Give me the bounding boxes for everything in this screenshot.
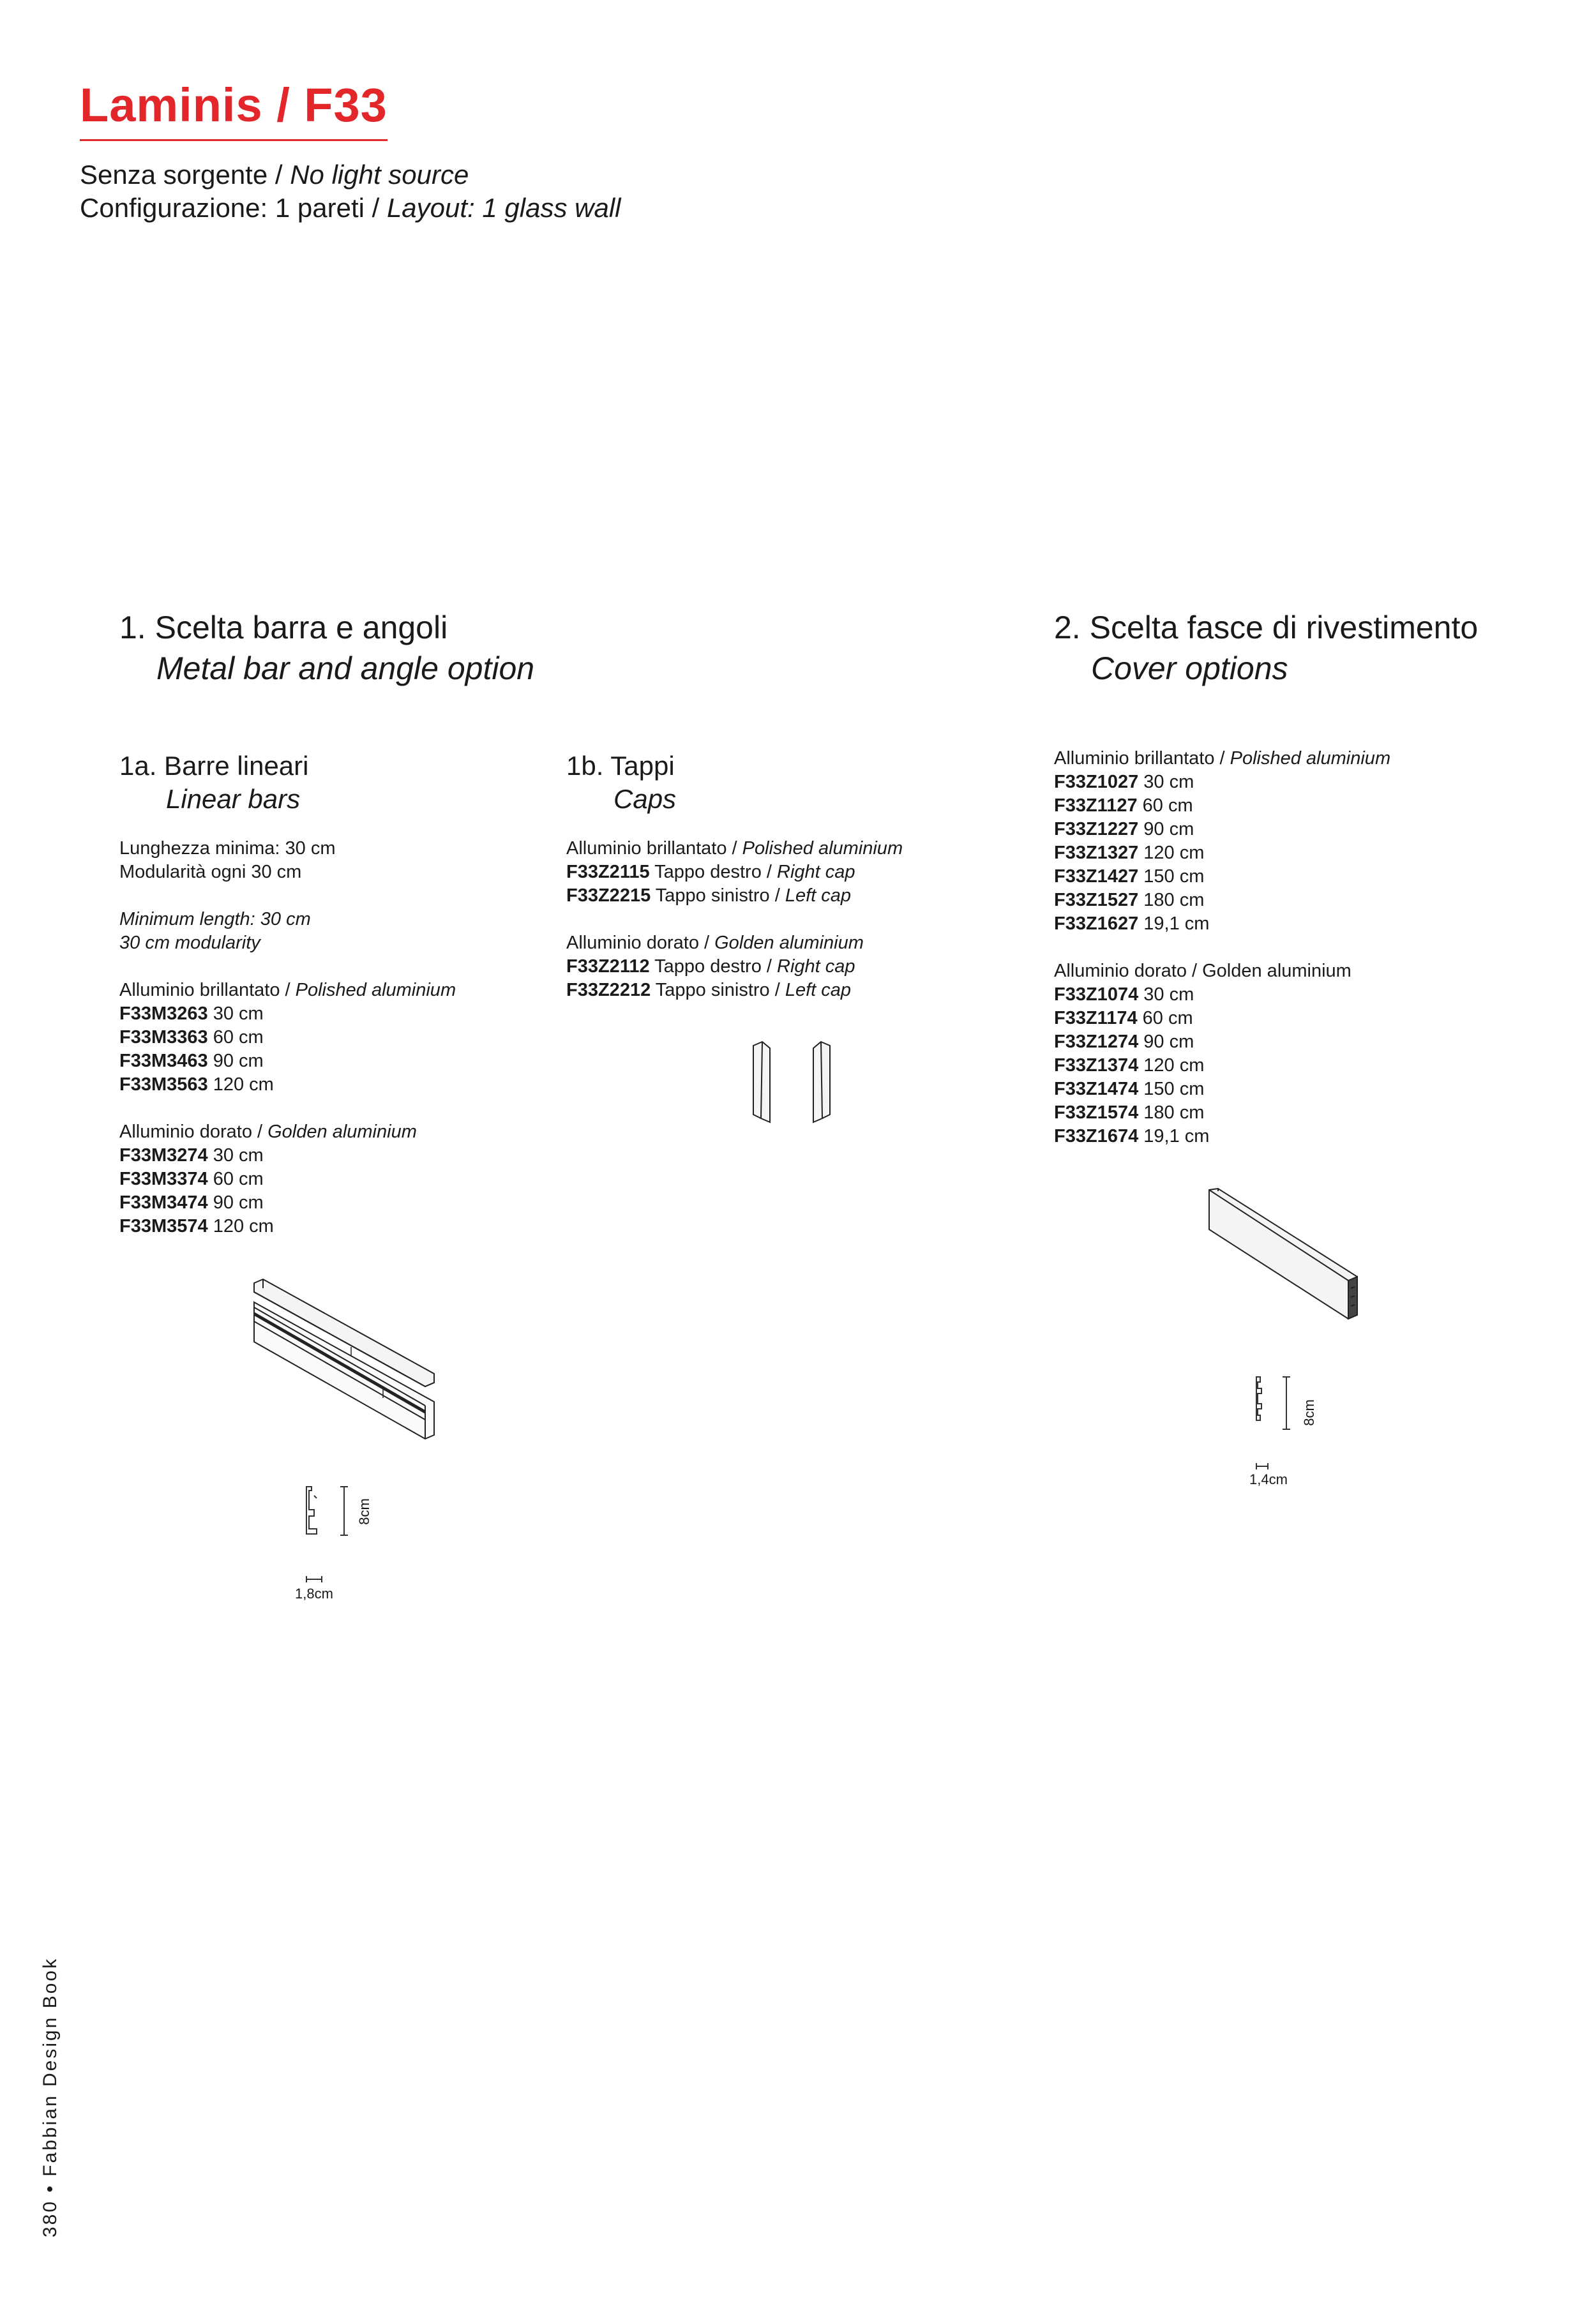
product-desc: Tappo destro /: [654, 956, 777, 977]
caps-spec-block: [566, 837, 903, 1002]
list-item: [119, 1049, 456, 1073]
bars-polished-label: [119, 979, 456, 1002]
product-size: 30 cm: [1143, 772, 1194, 792]
list-item: [1054, 770, 1390, 794]
list-item: [566, 884, 903, 908]
product-size: 30 cm: [213, 1145, 264, 1166]
bars-heading: 1a. Barre lineari: [119, 751, 309, 781]
section1-heading: 1. Scelta barra e angoli: [119, 610, 448, 645]
section2-heading: 2. Scelta fasce di rivestimento: [1054, 610, 1479, 645]
product-code: F33Z2215: [566, 885, 651, 906]
bars-spec-block: [119, 837, 456, 1238]
list-item: [119, 1168, 456, 1191]
linear-bar-illustration: [249, 1277, 440, 1443]
product-size: 60 cm: [213, 1169, 264, 1189]
product-code: F33M3474: [119, 1192, 208, 1213]
caps-polished-label-en: Polished aluminium: [742, 838, 903, 859]
list-item: [119, 1026, 456, 1049]
list-item: [119, 1144, 456, 1168]
list-item: [119, 1215, 456, 1238]
caps-heading-en: Caps: [614, 784, 677, 814]
list-item: [119, 1073, 456, 1097]
product-code: F33M3363: [119, 1027, 208, 1048]
product-size: 120 cm: [1143, 1055, 1205, 1076]
product-code: F33Z1174: [1054, 1008, 1138, 1028]
bar-dim-width: 1,8cm: [295, 1586, 333, 1602]
cover-spec-block: [1054, 747, 1390, 1148]
list-item: [566, 979, 903, 1002]
bars-heading-en: Linear bars: [166, 784, 301, 814]
product-size: 60 cm: [213, 1027, 264, 1048]
product-code: F33M3463: [119, 1051, 208, 1071]
bars-min-length: Lunghezza minima: 30 cm: [119, 838, 336, 859]
list-item: [119, 1191, 456, 1215]
product-desc: Tappo destro /: [654, 862, 777, 882]
product-size: 60 cm: [1142, 1008, 1193, 1028]
subtitle-light-source-en: No light source: [290, 160, 469, 190]
subtitle-light-source: [80, 158, 469, 192]
list-item: [1054, 794, 1390, 818]
caps-golden-label: [566, 931, 903, 955]
list-item: [1054, 1125, 1390, 1148]
product-size: 180 cm: [1143, 1102, 1205, 1123]
list-item: [1054, 1101, 1390, 1125]
cover-profile-diagram: [1251, 1376, 1302, 1439]
product-code: F33M3274: [119, 1145, 208, 1166]
product-size: 120 cm: [213, 1074, 274, 1095]
bars-golden-label-it: Alluminio dorato /: [119, 1122, 268, 1142]
page-title: Laminis / F33: [80, 82, 388, 141]
product-desc: Tappo sinistro /: [655, 885, 785, 906]
caps-polished-label: [566, 837, 903, 860]
product-size: 120 cm: [213, 1216, 274, 1236]
product-code: F33Z1574: [1054, 1102, 1139, 1123]
product-code: F33M3574: [119, 1216, 208, 1236]
cover-polished-label-en: Polished aluminium: [1230, 748, 1391, 769]
cover-golden-label: Alluminio dorato / Golden aluminium: [1054, 961, 1351, 981]
product-desc-en: Right cap: [777, 956, 855, 977]
bar-dim-height: 8cm: [356, 1498, 372, 1525]
product-size: 150 cm: [1143, 1079, 1205, 1099]
product-code: F33Z1327: [1054, 843, 1139, 863]
list-item: [1054, 818, 1390, 841]
list-item: [1054, 841, 1390, 865]
bar-width-dim-marker: [305, 1575, 324, 1584]
product-code: F33Z1374: [1054, 1055, 1139, 1076]
bars-min-length-en: Minimum length: 30 cm: [119, 909, 311, 929]
cover-width-dim-marker: [1255, 1462, 1270, 1471]
list-item: [566, 860, 903, 884]
list-item: [1054, 865, 1390, 889]
product-size: 120 cm: [1143, 843, 1205, 863]
list-item: [1054, 1054, 1390, 1078]
subtitle-layout: [80, 192, 621, 225]
cover-dim-height: 8cm: [1300, 1399, 1317, 1426]
product-code: F33Z1474: [1054, 1079, 1139, 1099]
product-size: 90 cm: [1143, 819, 1194, 839]
cover-polished-label: [1054, 747, 1390, 770]
product-size: 30 cm: [213, 1003, 264, 1024]
product-desc: Tappo sinistro /: [655, 980, 785, 1000]
cover-dim-width: 1,4cm: [1249, 1471, 1288, 1487]
product-code: F33Z1227: [1054, 819, 1139, 839]
subtitle-layout-it: Configurazione: 1 pareti /: [80, 193, 387, 223]
product-size: 19,1 cm: [1143, 1126, 1210, 1146]
product-size: 150 cm: [1143, 866, 1205, 887]
list-item: [566, 955, 903, 979]
list-item: [119, 1002, 456, 1026]
product-code: F33Z2112: [566, 956, 650, 977]
bars-polished-label-it: Alluminio brillantato /: [119, 980, 296, 1000]
cover-polished-label-it: Alluminio brillantato /: [1054, 748, 1230, 769]
product-code: F33Z1027: [1054, 772, 1139, 792]
product-desc-en: Right cap: [777, 862, 855, 882]
list-item: [1054, 983, 1390, 1007]
product-size: 90 cm: [213, 1192, 264, 1213]
list-item: [1054, 1078, 1390, 1101]
product-code: F33M3263: [119, 1003, 208, 1024]
product-code: F33M3374: [119, 1169, 208, 1189]
product-desc-en: Left cap: [785, 980, 852, 1000]
caps-golden-label-it: Alluminio dorato /: [566, 933, 715, 953]
page-number-sidebar: 380 • Fabbian Design Book: [40, 1957, 61, 2237]
product-code: F33Z1627: [1054, 913, 1139, 934]
caps-heading: 1b. Tappi: [566, 751, 675, 781]
product-code: F33Z1527: [1054, 890, 1139, 910]
product-code: F33Z1074: [1054, 984, 1139, 1005]
product-code: F33M3563: [119, 1074, 208, 1095]
list-item: [1054, 912, 1390, 936]
subtitle-layout-en: Layout: 1 glass wall: [386, 193, 621, 223]
product-code: F33Z1274: [1054, 1032, 1139, 1052]
section1-heading-en: Metal bar and angle option: [156, 650, 535, 686]
product-size: 19,1 cm: [1143, 913, 1210, 934]
product-code: F33Z1674: [1054, 1126, 1139, 1146]
bars-modularity: Modularità ogni 30 cm: [119, 862, 302, 882]
caps-golden-label-en: Golden aluminium: [714, 933, 864, 953]
list-item: [1054, 1030, 1390, 1054]
cover-panel-illustration: [1207, 1187, 1366, 1321]
product-size: 60 cm: [1142, 795, 1193, 816]
bars-modularity-en: 30 cm modularity: [119, 933, 260, 953]
product-size: 90 cm: [1143, 1032, 1194, 1052]
bars-polished-label-en: Polished aluminium: [295, 980, 456, 1000]
list-item: [1054, 889, 1390, 912]
product-code: F33Z1427: [1054, 866, 1139, 887]
product-desc-en: Left cap: [785, 885, 852, 906]
caps-polished-label-it: Alluminio brillantato /: [566, 838, 742, 859]
product-size: 180 cm: [1143, 890, 1205, 910]
product-code: F33Z1127: [1054, 795, 1138, 816]
caps-illustration: [747, 1041, 843, 1123]
bars-golden-label-en: Golden aluminium: [267, 1122, 417, 1142]
product-code: F33Z2115: [566, 862, 650, 882]
product-size: 90 cm: [213, 1051, 264, 1071]
subtitle-light-source-it: Senza sorgente /: [80, 160, 290, 190]
section2-heading-en: Cover options: [1091, 650, 1288, 686]
product-size: 30 cm: [1143, 984, 1194, 1005]
bars-golden-label: [119, 1120, 456, 1144]
product-code: F33Z2212: [566, 980, 651, 1000]
list-item: [1054, 1007, 1390, 1030]
